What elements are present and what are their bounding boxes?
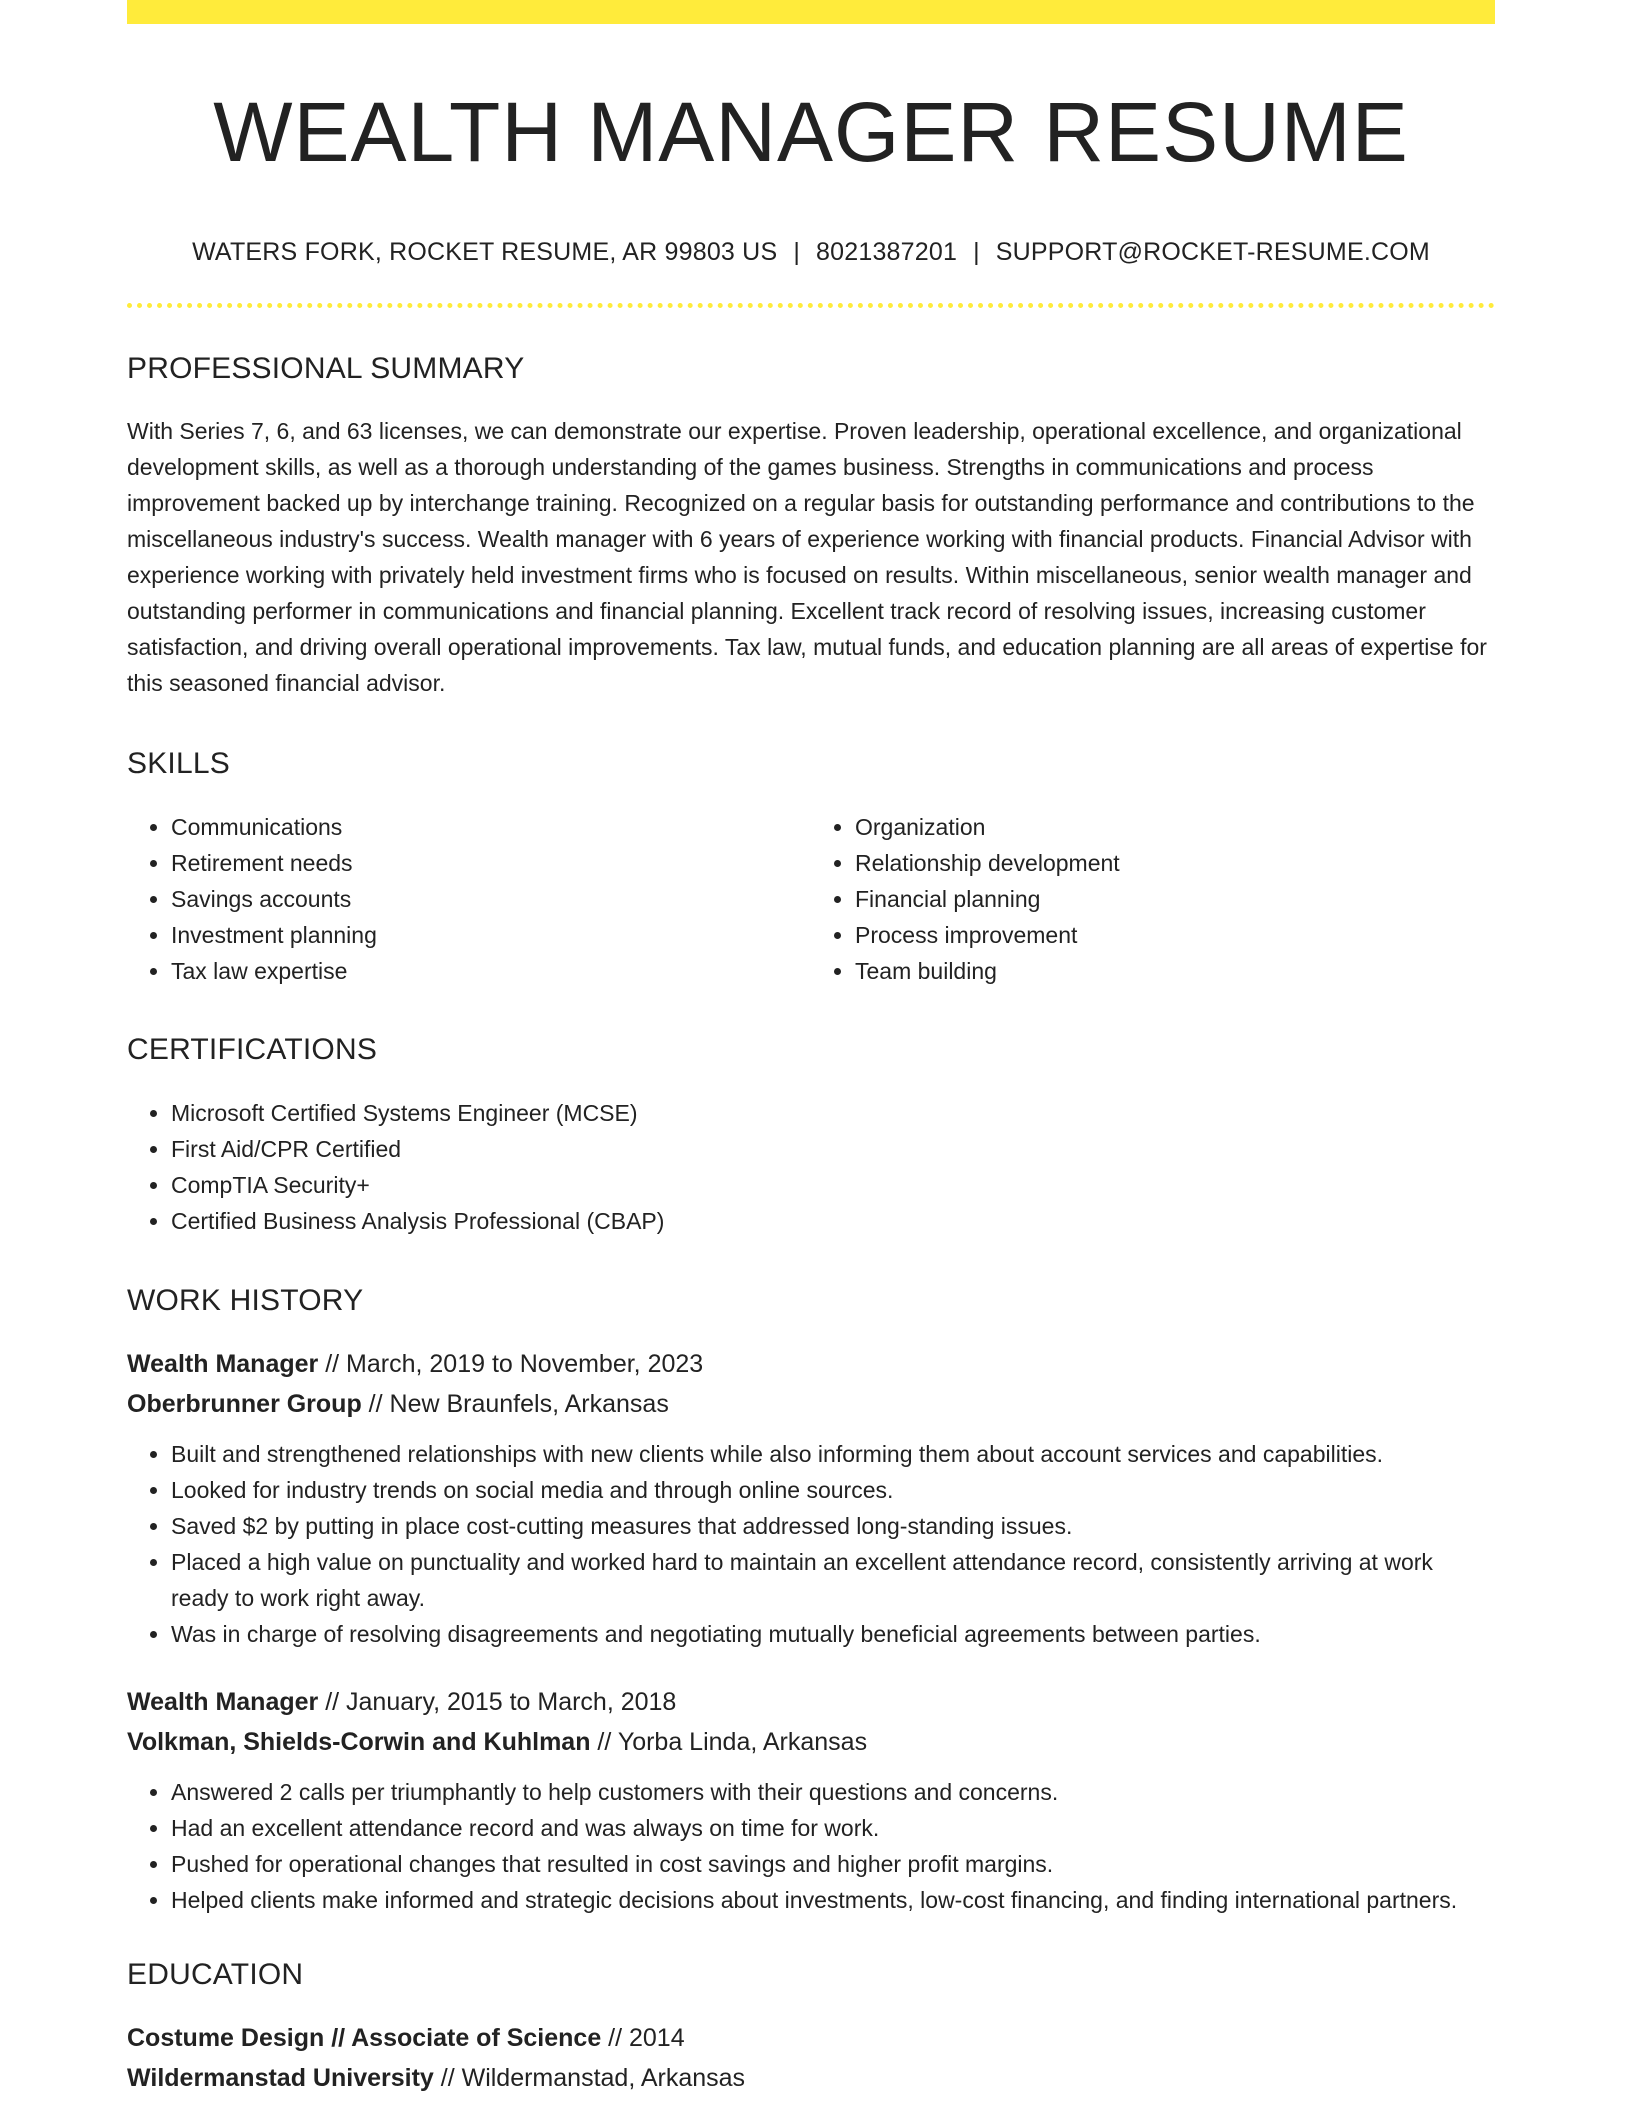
job-bullets: [127, 1436, 1495, 1652]
skill-item: • Process improvement: [855, 917, 1495, 953]
job-role-line: [127, 1344, 1495, 1384]
certification-item: • First Aid/CPR Certified: [171, 1131, 1495, 1167]
work-history-heading: WORK HISTORY: [127, 1284, 364, 1318]
education-degree: Costume Design // Associate of Science: [127, 2024, 602, 2053]
job-bullet: • Pushed for operational changes that resulted in cost savings and higher profit margins.: [171, 1846, 1495, 1882]
contact-line: [127, 238, 1495, 267]
job-entry: [127, 1682, 1495, 1918]
job-location: // New Braunfels, Arkansas: [361, 1390, 669, 1419]
summary-heading: PROFESSIONAL SUMMARY: [127, 352, 525, 386]
skill-item: • Team building: [855, 953, 1495, 989]
certifications-heading: CERTIFICATIONS: [127, 1033, 378, 1067]
education-heading: EDUCATION: [127, 1958, 304, 1992]
contact-separator: |: [793, 238, 801, 267]
summary-text: With Series 7, 6, and 63 licenses, we can demonstrate our expertise. Proven leadership, operational excellence, and organizational development skills, as well as a thorough understanding of the games business. Strengths in communications and process improvement backed up by interchange training. Recognized on a regular basis for outstanding performance and contributions to the miscellaneous industry's success. Wealth manager with 6 years of experience working with financial products. Financial Advisor with experience working with privately held investment firms who is focused on results. Within miscellaneous, senior wealth manager and outstanding performer in communications and financial planning. Excellent track record of resolving issues, increasing customer satisfaction, and driving overall operational improvements. Tax law, mutual funds, and education planning are all areas of expertise for this seasoned financial advisor.: [127, 418, 1487, 697]
skill-item: • Tax law expertise: [171, 953, 811, 989]
job-company: Volkman, Shields-Corwin and Kuhlman: [127, 1728, 591, 1757]
job-dates: // January, 2015 to March, 2018: [318, 1688, 677, 1717]
education-location: // Wildermanstad, Arkansas: [433, 2064, 746, 2093]
skills-right-list: [811, 809, 1495, 989]
accent-top-bar: [127, 0, 1495, 24]
job-bullet: • Answered 2 calls per triumphantly to help customers with their questions and concerns.: [171, 1774, 1495, 1810]
education-entry: [127, 2018, 1495, 2098]
skill-item: • Financial planning: [855, 881, 1495, 917]
job-bullet: • Saved $2 by putting in place cost-cutting measures that addressed long-standing issues.: [171, 1508, 1495, 1544]
skills-left-list: [127, 809, 811, 989]
job-role: Wealth Manager: [127, 1688, 319, 1717]
contact-email: SUPPORT@ROCKET-RESUME.COM: [995, 238, 1430, 267]
resume-title: WEALTH MANAGER RESUME: [213, 85, 1409, 179]
job-bullet: • Looked for industry trends on social media and through online sources.: [171, 1472, 1495, 1508]
job-location: // Yorba Linda, Arkansas: [590, 1728, 868, 1757]
job-role-line: [127, 1682, 1495, 1722]
education-school: Wildermanstad University: [127, 2064, 434, 2093]
contact-separator: |: [973, 238, 980, 267]
job-company-line: [127, 1722, 1495, 1762]
job-company: Oberbrunner Group: [127, 1390, 362, 1419]
skill-item: • Communications: [171, 809, 811, 845]
skills-columns: [127, 809, 1495, 989]
resume-page: [127, 0, 1495, 2098]
contact-phone: 8021387201: [816, 238, 958, 267]
skills-heading: SKILLS: [127, 747, 230, 781]
job-company-line: [127, 1384, 1495, 1424]
job-bullet: • Was in charge of resolving disagreements and negotiating mutually beneficial agreements between parties.: [171, 1616, 1495, 1652]
job-bullet: • Built and strengthened relationships with new clients while also informing them about account services and capabilities.: [171, 1436, 1495, 1472]
skill-item: • Savings accounts: [171, 881, 811, 917]
education-year: // 2014: [601, 2024, 685, 2053]
certifications-list: [127, 1095, 1495, 1239]
job-bullet: • Placed a high value on punctuality and worked hard to maintain an excellent attendance record, consistently arriving at work ready to work right away.: [171, 1544, 1495, 1616]
certification-item: • Certified Business Analysis Professional (CBAP): [171, 1203, 1495, 1239]
education-degree-line: [127, 2018, 1495, 2058]
dotted-divider: [127, 303, 1495, 308]
skill-item: • Investment planning: [171, 917, 811, 953]
certification-item: • Microsoft Certified Systems Engineer (MCSE): [171, 1095, 1495, 1131]
job-dates: // March, 2019 to November, 2023: [318, 1350, 704, 1379]
job-bullets: [127, 1774, 1495, 1918]
certification-item: • CompTIA Security+: [171, 1167, 1495, 1203]
job-bullet: • Had an excellent attendance record and was always on time for work.: [171, 1810, 1495, 1846]
job-role: Wealth Manager: [127, 1350, 319, 1379]
job-entry: [127, 1344, 1495, 1652]
skill-item: • Relationship development: [855, 845, 1495, 881]
education-school-line: [127, 2058, 1495, 2098]
skill-item: • Organization: [855, 809, 1495, 845]
contact-address: WATERS FORK, ROCKET RESUME, AR 99803 US: [192, 238, 778, 267]
skill-item: • Retirement needs: [171, 845, 811, 881]
job-bullet: • Helped clients make informed and strategic decisions about investments, low-cost financing, and finding international partners.: [171, 1882, 1495, 1918]
